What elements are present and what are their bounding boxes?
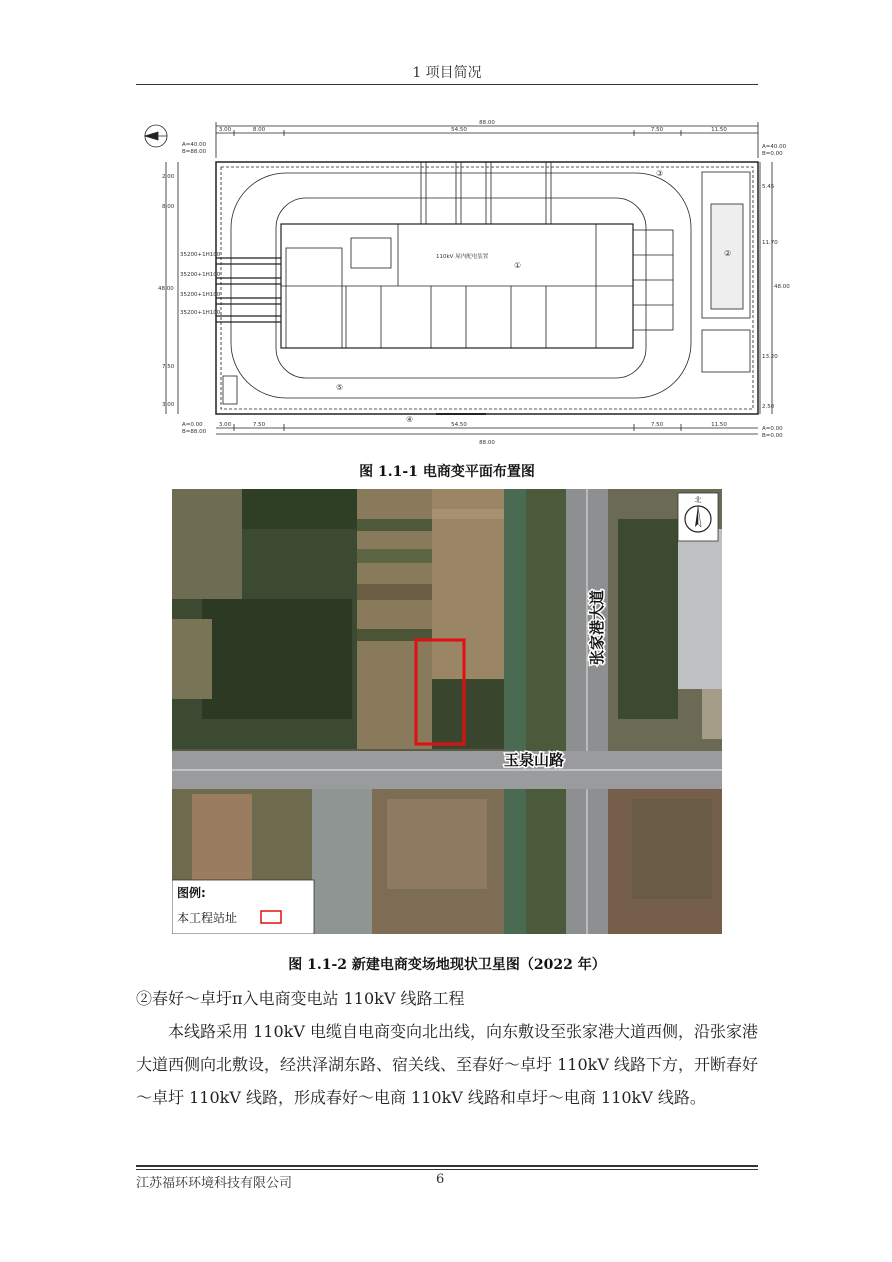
svg-text:3.00: 3.00 [218, 127, 232, 133]
svg-text:B=0.00: B=0.00 [762, 151, 783, 157]
svg-text:3.00: 3.00 [218, 422, 232, 428]
map-legend [172, 880, 314, 934]
section-heading: ②春好～卓圩π入电商变电站 110kV 线路工程 [136, 989, 465, 1008]
figure1-caption: 图 1.1-1 电商变平面布置图 [359, 464, 535, 480]
svg-text:54.50: 54.50 [451, 127, 467, 133]
header-rule [136, 84, 758, 85]
page-header-title: 1 项目简况 [412, 65, 482, 81]
svg-text:⑤: ⑤ [336, 383, 344, 392]
svg-text:①: ① [514, 261, 522, 270]
svg-text:A=40.00: A=40.00 [762, 144, 787, 150]
satellite-map [172, 489, 722, 934]
svg-text:图例:: 图例: [177, 886, 206, 900]
svg-text:北: 北 [694, 496, 702, 504]
svg-text:B=0.00: B=0.00 [762, 433, 783, 439]
svg-text:35200+1H100: 35200+1H100 [180, 252, 221, 258]
footer-rule-thin [136, 1169, 758, 1170]
north-arrow-icon [145, 125, 167, 147]
svg-text:11.50: 11.50 [711, 127, 727, 133]
svg-text:48.00: 48.00 [774, 284, 790, 290]
svg-text:110kV 屋内配电装置: 110kV 屋内配电装置 [436, 254, 489, 260]
svg-text:7.50: 7.50 [650, 127, 664, 133]
svg-text:48.00: 48.00 [158, 286, 174, 292]
svg-text:④: ④ [406, 415, 414, 424]
footer-rule [136, 1165, 758, 1167]
svg-text:7.50: 7.50 [252, 422, 266, 428]
svg-text:35200+1H100: 35200+1H100 [180, 292, 221, 298]
section-paragraph: 本线路采用 110kV 电缆自电商变向北出线，向东敷设至张家港大道西侧，沿张家港大道西侧向北敷设，经洪泽湖东路、宿关线、至春好～卓圩 110kV 线路下方，开断春好～卓圩 110kV 线路，形成春好～电商 110kV 线路和卓圩～电商 110kV 线路。 [136, 1022, 758, 1107]
svg-text:11.70: 11.70 [762, 240, 778, 246]
svg-text:54.50: 54.50 [451, 422, 467, 428]
north-compass-icon [678, 493, 718, 541]
svg-text:本工程站址: 本工程站址 [177, 911, 238, 925]
svg-text:8.00: 8.00 [162, 204, 175, 210]
road-label-ew: 玉泉山路 [504, 751, 565, 769]
footer-company: 江苏福环环境科技有限公司 [136, 1176, 293, 1191]
svg-text:A=0.00: A=0.00 [182, 422, 203, 428]
footer-page-number: 6 [436, 1172, 445, 1187]
svg-text:35200+1H100: 35200+1H100 [180, 272, 221, 278]
figure2-caption: 图 1.1-2 新建电商变场地现状卫星图（2022 年） [288, 957, 606, 973]
svg-text:13.20: 13.20 [762, 354, 778, 360]
svg-text:B=88.00: B=88.00 [182, 429, 207, 435]
svg-text:2.50: 2.50 [762, 404, 775, 410]
svg-text:7.50: 7.50 [650, 422, 664, 428]
svg-text:5.45: 5.45 [762, 184, 775, 190]
svg-text:B=88.00: B=88.00 [182, 149, 207, 155]
svg-text:35200+1H100: 35200+1H100 [180, 310, 221, 316]
svg-text:88.00: 88.00 [479, 440, 495, 446]
svg-text:2.00: 2.00 [162, 174, 175, 180]
svg-text:88.00: 88.00 [479, 120, 495, 126]
svg-text:3.00: 3.00 [162, 402, 175, 408]
svg-text:②: ② [724, 249, 732, 258]
svg-text:8.00: 8.00 [252, 127, 266, 133]
svg-text:11.50: 11.50 [711, 422, 727, 428]
svg-text:A=0.00: A=0.00 [762, 426, 783, 432]
svg-text:7.50: 7.50 [162, 364, 175, 370]
site-plan-drawing [136, 118, 792, 450]
svg-text:③: ③ [656, 169, 664, 178]
svg-text:A=40.00: A=40.00 [182, 142, 207, 148]
road-label-ns: 张家港大道 [588, 589, 606, 665]
